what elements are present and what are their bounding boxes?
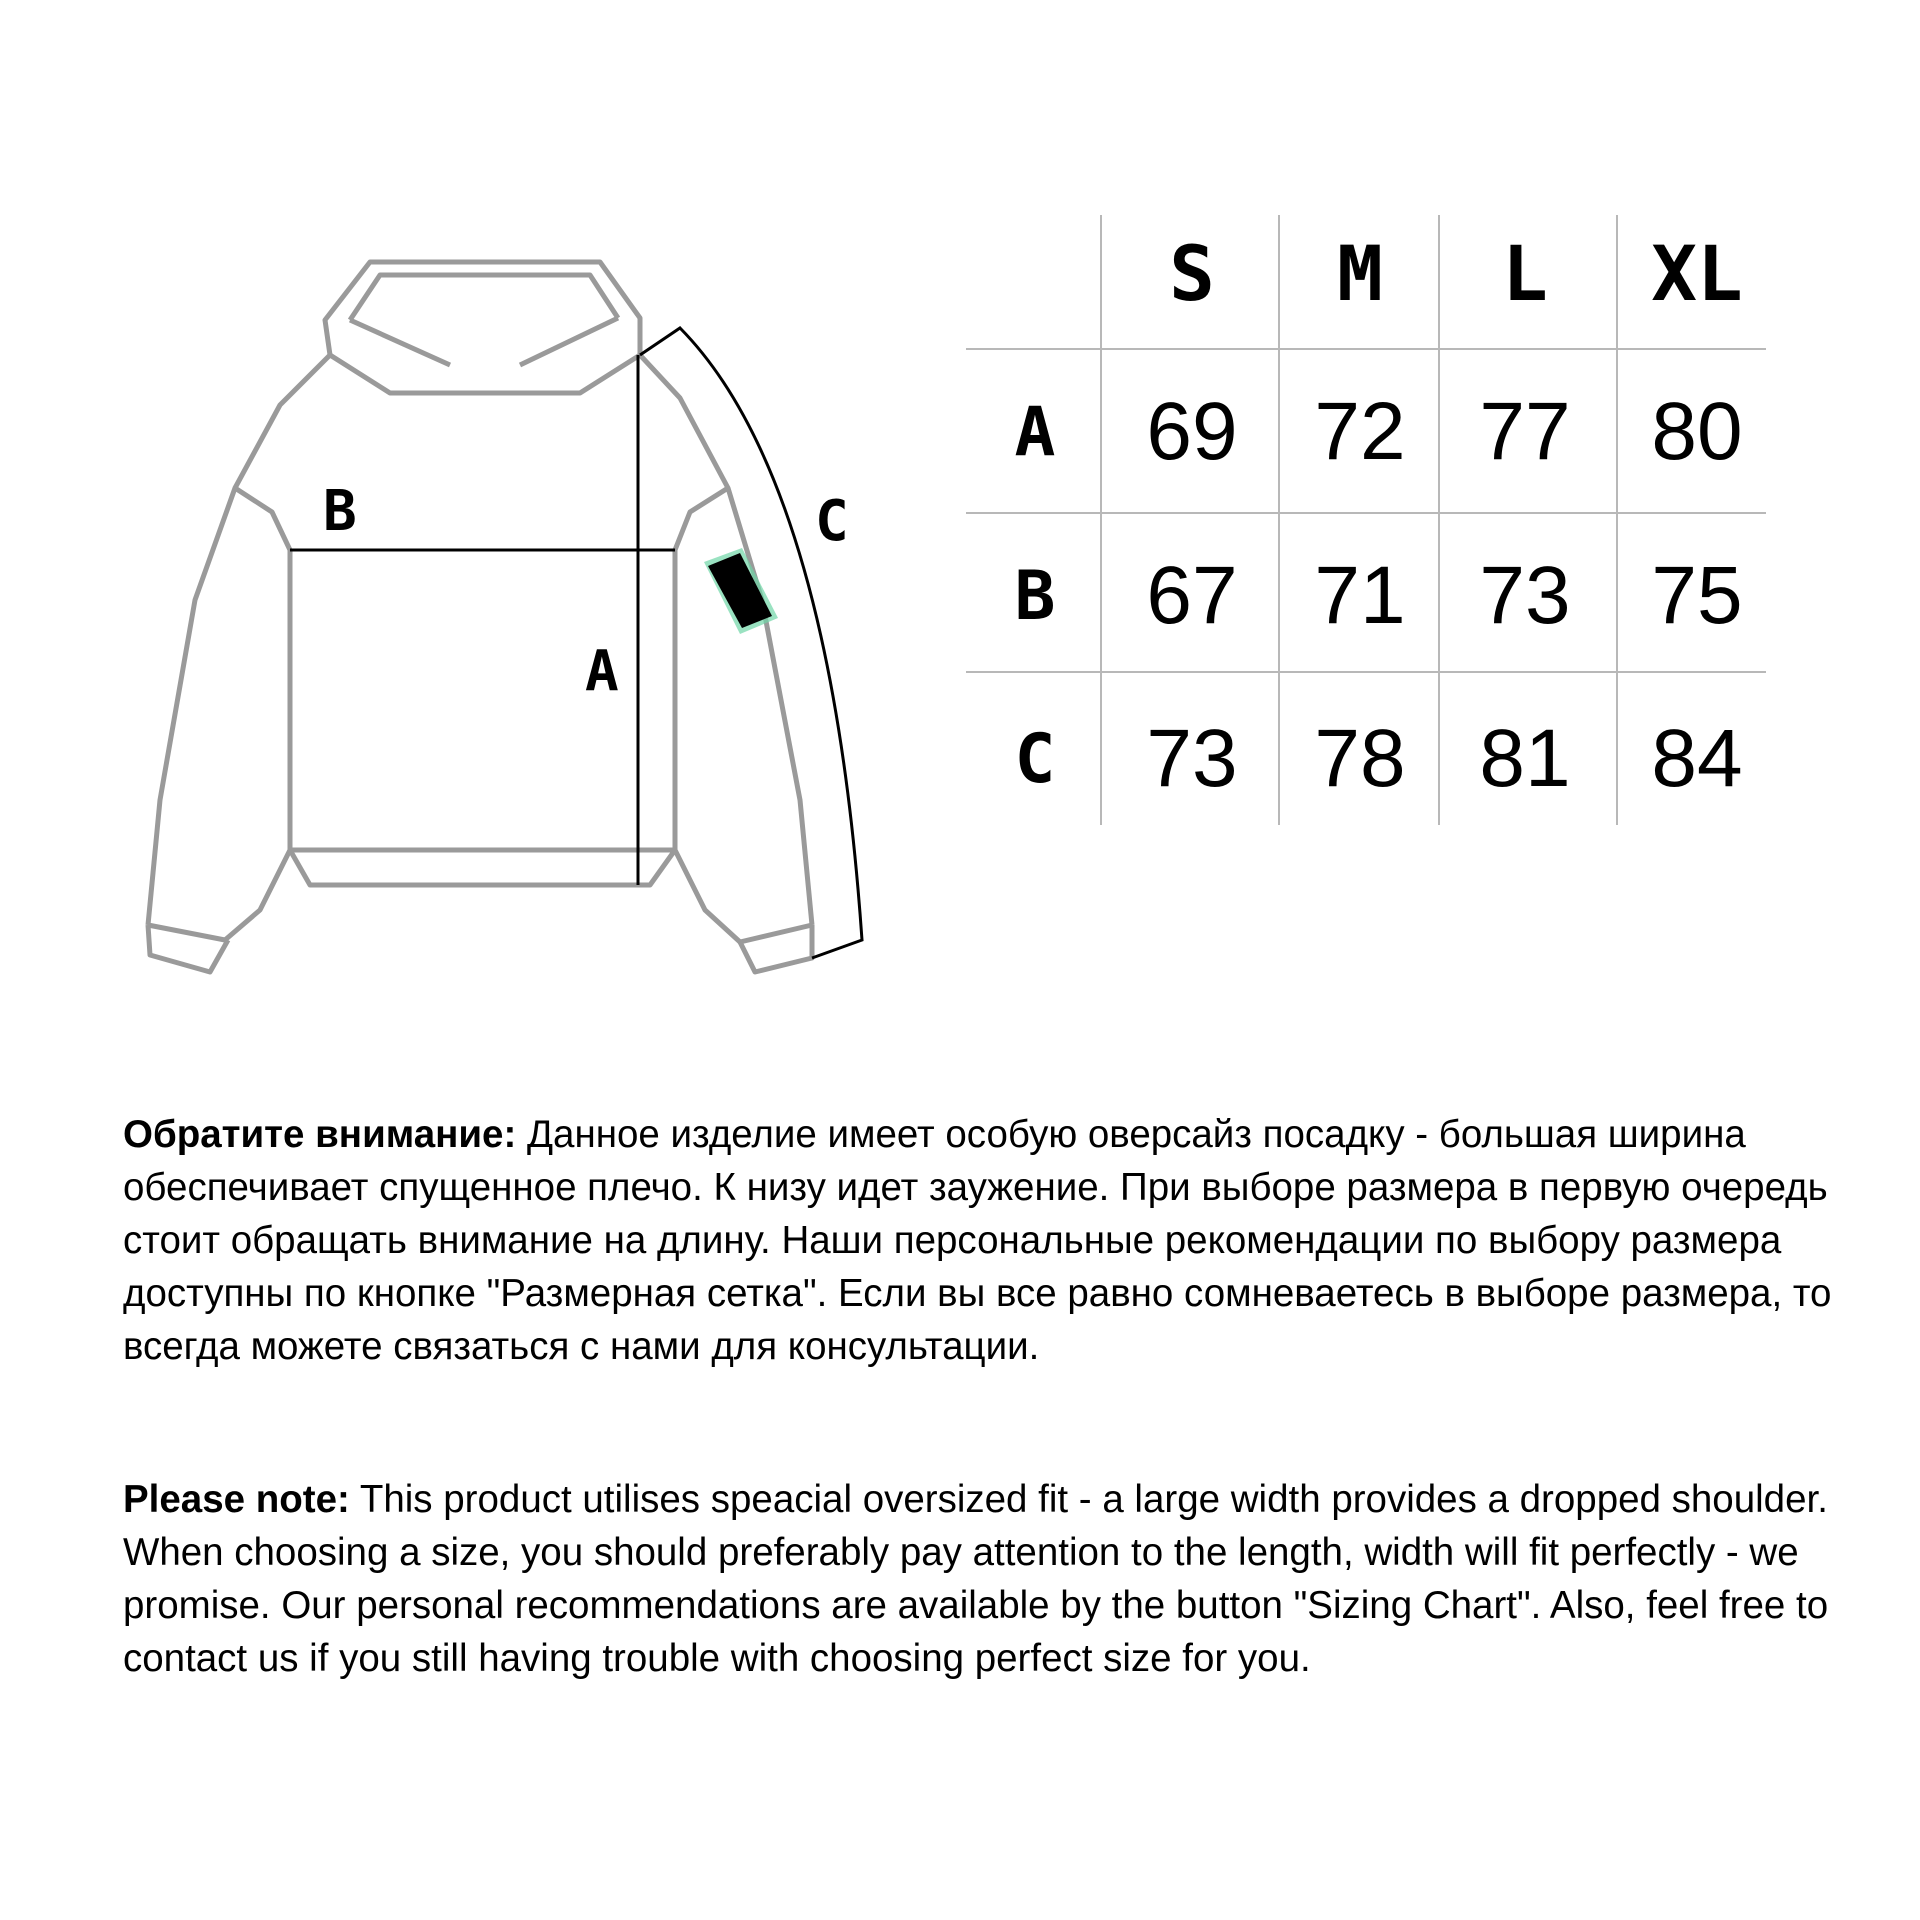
header-size-s: S [1169,229,1215,318]
table-cell: 73 [1146,713,1238,804]
table-cell: 84 [1651,713,1743,804]
grid-line [1100,215,1102,825]
header-size-xl: XL [1651,229,1743,318]
label-b: B [323,479,357,544]
sleeve-patch [704,548,778,634]
measurement-lines [290,328,862,958]
row-label-a: A [1014,393,1056,472]
header-size-m: M [1337,229,1383,318]
row-label-b: B [1014,557,1056,636]
table-cell: 78 [1314,713,1406,804]
table-cell: 71 [1314,550,1406,641]
table-cell: 69 [1146,386,1238,477]
note-en [123,1473,1883,1685]
hoodie-diagram [0,0,900,1000]
label-a: A [585,639,619,704]
table-cell: 80 [1651,386,1743,477]
note-en-body: This product utilises speacial oversized fit - a large width provides a dropped shoulder. When choosing a size, you should preferably pay attention to the length, width will fit perfectly - we promise. Our personal recommendations are available by the button "Sizing Chart". Also, feel free to contact us if you still having trouble with choosing perfect size for you. [123,1478,1829,1680]
grid-line [966,348,1766,350]
note-ru-body: Данное изделие имеет особую оверсайз посадку - большая ширина обеспечивает спущенное плечо. К низу идет заужение. При выборе размера в первую очередь стоит обращать внимание на длину. Наши персональные рекомендации по выбору размера доступны по кнопке "Размерная сетка". Если вы все равно сомневаетесь в выборе размера, то всегда можете связаться с нами для консультации. [123,1113,1832,1368]
note-ru [123,1108,1883,1373]
note-en-title: Please note: [123,1478,350,1521]
table-cell: 73 [1479,550,1571,641]
label-c: C [815,489,849,554]
row-label-c: C [1014,720,1056,799]
table-cell: 72 [1314,386,1406,477]
grid-line [966,512,1766,514]
table-cell: 77 [1479,386,1571,477]
grid-line [966,671,1766,673]
table-cell: 75 [1651,550,1743,641]
header-size-l: L [1502,229,1548,318]
table-cell: 81 [1479,713,1571,804]
table-cell: 67 [1146,550,1238,641]
note-ru-title: Обратите внимание: [123,1113,517,1156]
